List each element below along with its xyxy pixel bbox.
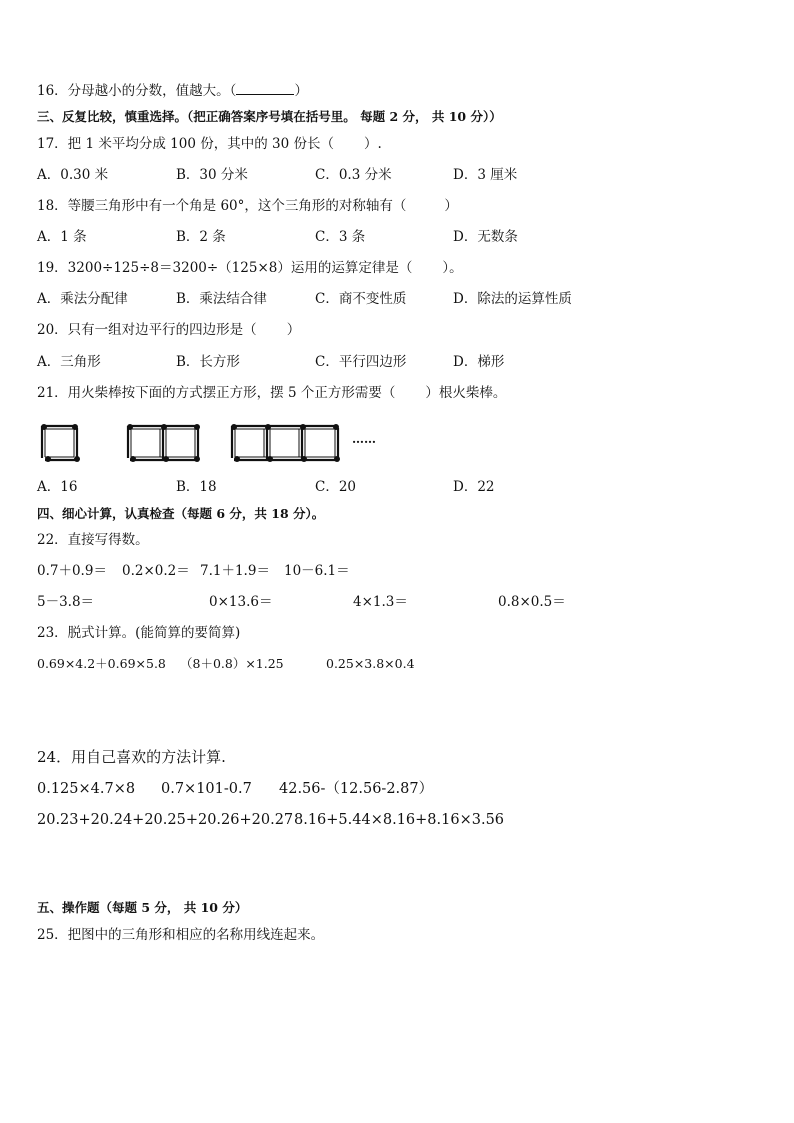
question-16 (37, 82, 308, 100)
question-18 (37, 197, 458, 215)
option-b[interactable]: B．2 条 (176, 229, 226, 245)
calc-item: 0.2×0.2＝ (122, 563, 190, 579)
calc-item: 0.7×101-0.7 (161, 781, 252, 797)
calc-item: 7.1＋1.9＝ (200, 563, 270, 579)
option-d[interactable]: D．3 厘米 (453, 167, 518, 183)
calc-item: 0×13.6＝ (209, 594, 273, 610)
option-a[interactable]: A．三角形 (37, 354, 101, 370)
calc-item: 20.23+20.24+20.25+20.26+20.27 (37, 812, 294, 828)
calc-item: 0.125×4.7×8 (37, 781, 136, 797)
question-25-stem: 25．把图中的三角形和相应的名称用线连起来。 (37, 927, 325, 943)
section-5-heading: 五、操作题（每题 5 分， 共 10 分） (37, 900, 248, 915)
calc-item: 42.56-（12.56-2.87） (279, 781, 434, 797)
option-c[interactable]: C．3 条 (315, 229, 366, 245)
calc-item: 10－6.1＝ (284, 563, 350, 579)
option-d[interactable]: D．无数条 (453, 229, 518, 245)
section-4-heading: 四、细心计算，认真检查（每题 6 分，共 18 分）。 (37, 506, 325, 521)
question-21 (37, 384, 506, 402)
option-d[interactable]: D．梯形 (453, 354, 505, 370)
one-square-group (42, 426, 77, 460)
question-22-stem: 22．直接写得数。 (37, 532, 149, 548)
question-16-close: ） (294, 83, 308, 99)
option-c[interactable]: C．商不变性质 (315, 291, 407, 307)
option-c[interactable]: C．0.3 分米 (315, 167, 392, 183)
question-24-stem: 24．用自己喜欢的方法计算. (37, 748, 226, 766)
option-b[interactable]: B．18 (176, 479, 217, 495)
question-17-close: ）. (363, 136, 382, 152)
calc-item: （8＋0.8）×1.25 (180, 656, 284, 671)
calc-item: 0.8×0.5＝ (498, 594, 566, 610)
question-17 (37, 135, 382, 153)
option-a[interactable]: A．1 条 (37, 229, 87, 245)
question-20-stem: 20．只有一组对边平行的四边形是（ (37, 322, 257, 338)
option-b[interactable]: B．长方形 (176, 354, 240, 370)
answer-blank[interactable] (236, 82, 294, 95)
three-squares-group (232, 426, 338, 460)
ellipsis: …… (352, 432, 376, 446)
question-18-close: ） (444, 198, 458, 214)
calc-item: 4×1.3＝ (353, 594, 408, 610)
option-d[interactable]: D．22 (453, 479, 495, 495)
option-a[interactable]: A．16 (37, 479, 78, 495)
calc-item: 0.7＋0.9＝ (37, 563, 107, 579)
option-c[interactable]: C．20 (315, 479, 357, 495)
calc-item: 0.69×4.2＋0.69×5.8 (37, 656, 166, 671)
calc-item: 5－3.8＝ (37, 594, 95, 610)
option-b[interactable]: B．30 分米 (176, 167, 248, 183)
option-b[interactable]: B．乘法结合律 (176, 291, 267, 307)
question-19-stem: 19．3200÷125÷8＝3200÷（125×8）运用的运算定律是（ (37, 260, 413, 276)
question-19-close: ）。 (442, 260, 463, 276)
question-17-stem: 17．把 1 米平均分成 100 份，其中的 30 份长（ (37, 136, 334, 152)
calc-item: 8.16+5.44×8.16+8.16×3.56 (294, 812, 505, 828)
question-23-stem: 23．脱式计算。(能简算的要简算) (37, 625, 241, 641)
question-20 (37, 321, 300, 339)
question-18-stem: 18．等腰三角形中有一个角是 60°，这个三角形的对称轴有（ (37, 198, 407, 214)
option-c[interactable]: C．平行四边形 (315, 354, 407, 370)
matchstick-squares-figure (36, 418, 396, 466)
question-16-text: 16．分母越小的分数，值越大。（ (37, 83, 237, 99)
option-a[interactable]: A．乘法分配律 (37, 291, 128, 307)
option-a[interactable]: A．0.30 米 (37, 167, 109, 183)
option-d[interactable]: D．除法的运算性质 (453, 291, 572, 307)
two-squares-group (128, 426, 198, 460)
question-20-close: ） (286, 322, 301, 338)
question-19 (37, 259, 463, 277)
section-3-heading: 三、反复比较，慎重选择。（把正确答案序号填在括号里。 每题 2 分， 共 10 分）） (37, 109, 502, 124)
question-21-close: ）根火柴棒。 (425, 385, 507, 401)
calc-item: 0.25×3.8×0.4 (326, 656, 415, 671)
question-21-stem: 21．用火柴棒按下面的方式摆正方形，摆 5 个正方形需要（ (37, 385, 396, 401)
